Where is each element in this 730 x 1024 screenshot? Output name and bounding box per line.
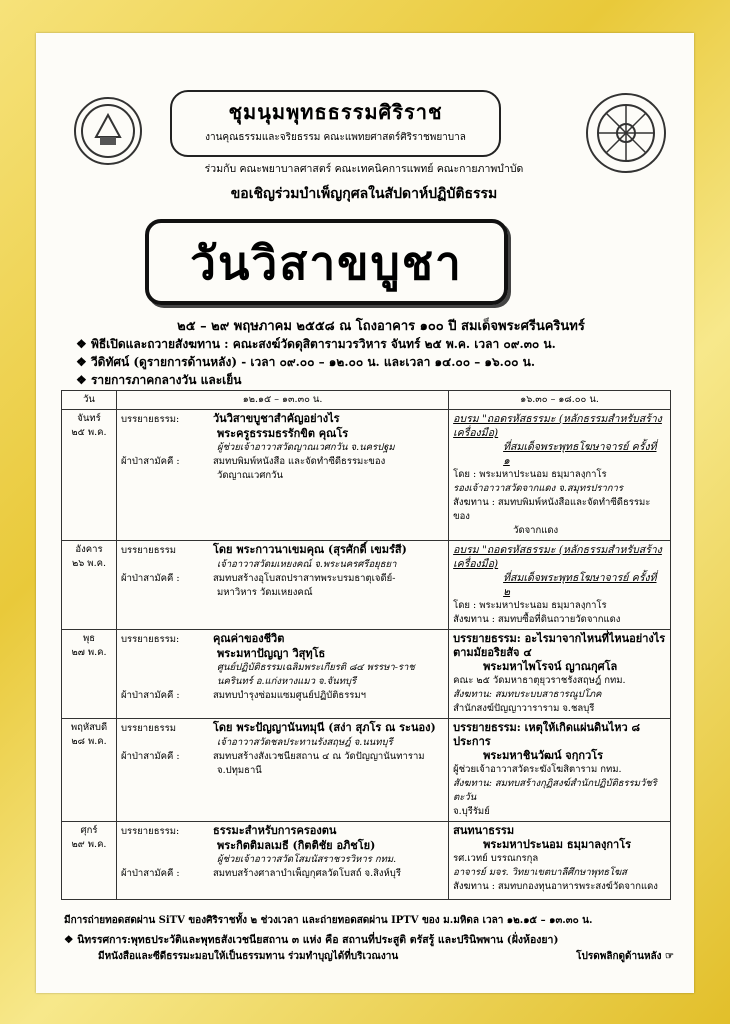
evening-cell (449, 719, 671, 822)
noon-offering-label: ผ้าป่าสามัคคี : (121, 456, 180, 467)
siriraj-logo-icon (74, 97, 142, 165)
dharma-wheel-logo-icon (586, 93, 666, 173)
noon-offering-cont: มหาวิหาร วัดมเหยงคณ์ (217, 587, 313, 598)
noon-speaker-title: ผู้ช่วยเจ้าอาวาสวัดญาณเวศกวัน จ.นครปฐม (217, 442, 395, 453)
noon-offering-cont: วัดญาณเวศกวัน (217, 470, 283, 481)
noon-topic-value: ธรรมะสำหรับการครองตน (213, 824, 337, 837)
day-cell (62, 410, 117, 541)
noon-offering-label: ผ้าป่าสามัคคี : (121, 690, 180, 701)
evening-topic: บรรยายธรรม: อะไรมาจากไหนที่ไหนอย่างไร ตามมัยอริยสัจ ๔ (453, 632, 666, 659)
footer-turn-page: โปรดพลิกดูด้านหลัง ☞ (576, 951, 674, 962)
noon-topic-value: คุณค่าของชีวิต (213, 632, 285, 645)
noon-cell (117, 410, 449, 541)
noon-topic-label: บรรยายธรรม: (121, 414, 180, 425)
noon-topic (121, 721, 444, 736)
partners-line: ร่วมกับ คณะพยาบาลศาสตร์ คณะเทคนิคการแพทย์ คณะกายภาพบำบัด (204, 163, 524, 175)
evening-line-2: ที่สมเด็จพระพุทธโฆษาจารย์ ครั้งที่ ๑ (503, 441, 657, 467)
evening-line-4: สังฆทาน: สมทบสร้างกุฏิสงฆ์สำนักปฏิบัติธรรมวัชริตะวัน (453, 778, 657, 803)
noon-cell (117, 719, 449, 822)
col-header-day: วัน (62, 391, 117, 410)
big-title-box (145, 219, 508, 305)
day-date: ๒๖ พ.ค. (72, 558, 106, 569)
noon-topic (121, 632, 444, 647)
evening-line-3: โดย : พระมหาประนอม ธมฺมาลงฺกาโร (453, 600, 607, 611)
invite-line: ขอเชิญร่วมบำเพ็ญกุศลในสัปดาห์ปฏิบัติธรรม (230, 186, 498, 202)
evening-line-4: สังฆทาน: สมทบระบบสาธารณูปโภค (453, 689, 602, 700)
col-header-evening: ๑๖.๓๐ – ๑๘.๐๐ น. (449, 391, 671, 410)
evening-line-5: สังฆทาน : สมทบพิมพ์หนังสือและจัดทำซีดีธรรมะของ (453, 497, 651, 522)
evening-line-3: รศ.เวทย์ บรรณกรกุล (453, 853, 539, 864)
day-cell (62, 822, 117, 900)
evening-line-4: รองเจ้าอาวาสวัดจากแดง จ.สมุทรปราการ (453, 483, 623, 494)
table-row (62, 630, 671, 719)
day-name: พฤหัสบดี (70, 722, 108, 733)
evening-line-4: อาจารย์ มจร. วิทยาเขตบาลีศึกษาพุทธโฆส (453, 867, 627, 878)
footer-broadcast: มีการถ่ายทอดสดผ่าน SiTV ของศิริราชทั้ง ๒ ช่วงเวลา และถ่ายทอดสดผ่าน IPTV ของ ม.มหิดล เวลา ๑๒.๑๕ – ๑๓.๓๐ น. (64, 915, 593, 926)
bullet-2: ❖ วีดิทัศน์ (ดูรายการด้านหลัง) - เวลา ๐๙.๐๐ – ๑๒.๐๐ น. และเวลา ๑๔.๐๐ – ๑๖.๐๐ น. (76, 355, 536, 369)
bullet-1: ❖ พิธีเปิดและถวายสังฆทาน : คณะสงฆ์วัดดุสิตารามวรวิหาร จันทร์ ๒๕ พ.ค. เวลา ๐๙.๓๐ น. (76, 337, 556, 351)
table-row (62, 410, 671, 541)
bullet-2-text: วีดิทัศน์ (ดูรายการด้านหลัง) - เวลา ๐๙.๐๐ – ๑๒.๐๐ น. และเวลา ๑๔.๐๐ – ๑๖.๐๐ น. (90, 355, 536, 369)
evening-cell (449, 630, 671, 719)
evening-cell (449, 410, 671, 541)
noon-speaker-title: ศูนย์ปฏิบัติธรรมเฉลิมพระเกียรติ ๘๔ พรรษา-ราชนครินทร์ อ.แก่งหางแมว จ.จันทบุรี (217, 662, 415, 687)
col-header-noon: ๑๒.๑๕ – ๑๓.๓๐ น. (117, 391, 449, 410)
noon-topic-value: โดย พระปัญญานันทมุนี (สง่า สุภโร ณ ระนอง) (213, 721, 436, 734)
bullet-3-text: รายการภาคกลางวัน และเย็น (90, 373, 242, 387)
date-place-line: ๒๕ – ๒๙ พฤษภาคม ๒๕๕๘ ณ โถงอาคาร ๑๐๐ ปี สมเด็จพระศรีนครินทร์ (177, 319, 585, 334)
noon-topic-label: บรรยายธรรม: (121, 826, 180, 837)
day-name: จันทร์ (77, 413, 101, 424)
day-date: ๒๘ พ.ค. (71, 736, 107, 747)
evening-line-2: พระมหาไพโรจน์ ญาณกุศโล (483, 660, 618, 673)
evening-line-5: สังฆทาน : สมทบซื้อที่ดินถวายวัดจากแดง (453, 614, 621, 625)
evening-line-6: วัดจากแดง (513, 525, 559, 536)
footer-exhibition-text: นิทรรศการ:พุทธประวัติและพุทธสังเวชนียสถาน ๓ แห่ง คือ สถานที่ประสูติ ตรัสรู้ และปรินิพพาน (ฝั่งห้องยา) (77, 934, 559, 946)
noon-offering (121, 867, 444, 881)
footer-exhibition: ❖ นิทรรศการ:พุทธประวัติและพุทธสังเวชนียสถาน ๓ แห่ง คือ สถานที่ประสูติ ตรัสรู้ และปรินิพพาน (ฝั่งห้องยา) (64, 934, 559, 946)
noon-offering-value: สมทบบำรุงซ่อมแซมศูนย์ปฏิบัติธรรมฯ (213, 690, 367, 701)
evening-line-5: จ.บุรีรัมย์ (453, 806, 490, 817)
day-name: ศุกร์ (80, 825, 98, 836)
table-header-row (62, 391, 671, 410)
day-name: อังคาร (75, 544, 103, 555)
evening-cell (449, 541, 671, 630)
schedule-table (61, 390, 671, 900)
noon-offering (121, 455, 444, 469)
day-cell (62, 541, 117, 630)
day-cell (62, 630, 117, 719)
evening-topic: สนทนาธรรม (453, 824, 515, 837)
noon-speaker: พระมหาปัญญา วิสุทฺโธ (217, 647, 326, 660)
noon-topic-label: บรรยายธรรม (121, 723, 176, 734)
evening-line-2: พระมหาประนอม ธมฺมาลงฺกาโร (483, 838, 632, 851)
noon-offering (121, 750, 444, 764)
day-cell (62, 719, 117, 822)
evening-line-3: คณะ ๒๕ วัดมหาธาตุยุวราชรังสฤษฎ์ กทม. (453, 675, 626, 686)
evening-line-3: โดย : พระมหาประนอม ธมฺมาลงฺกาโร (453, 469, 607, 480)
evening-line-2: ที่สมเด็จพระพุทธโฆษาจารย์ ครั้งที่ ๒ (503, 572, 657, 598)
noon-speaker-title: ผู้ช่วยเจ้าอาวาสวัดโสมนัสราชวรวิหาร กทม. (217, 854, 397, 865)
noon-offering (121, 689, 444, 703)
evening-line-3: ผู้ช่วยเจ้าอาวาสวัดระฆังโฆสิตาราม กทม. (453, 764, 622, 775)
bullet-3: ❖ รายการภาคกลางวัน และเย็น (76, 373, 242, 387)
evening-cell (449, 822, 671, 900)
table-row (62, 822, 671, 900)
noon-offering-value: สมทบพิมพ์หนังสือ และจัดทำซีดีธรรมะของ (213, 456, 386, 467)
noon-topic-label: บรรยายธรรม (121, 545, 176, 556)
big-title: วันวิสาขบูชา (190, 236, 463, 290)
noon-cell (117, 630, 449, 719)
page-subtitle: งานคุณธรรมและจริยธรรม คณะแพทยศาสตร์ศิริราชพยาบาล (205, 132, 466, 143)
noon-speaker-title: เจ้าอาวาสวัดมเหยงคณ์ จ.พระนครศรีอยุธยา (217, 559, 397, 570)
day-date: ๒๕ พ.ค. (71, 427, 107, 438)
noon-offering (121, 572, 444, 586)
page-title: ชุมนุมพุทธธรรมศิริราช (228, 100, 443, 124)
day-name: พุธ (82, 633, 96, 644)
noon-topic (121, 543, 444, 558)
noon-offering-value: สมทบสร้างสังเวชนียสถาน ๔ ณ วัดปัญญานันทาราม (213, 751, 425, 762)
noon-offering-label: ผ้าป่าสามัคคี : (121, 573, 180, 584)
evening-topic: อบรม "ถอดรหัสธรรมะ (หลักธรรมสำหรับสร้างเครื่องมือ) (453, 413, 662, 439)
footer-books: มีหนังสือและซีดีธรรมะมอบให้เป็นธรรมทาน ร่วมทำบุญได้ที่บริเวณงาน (98, 951, 399, 962)
noon-topic (121, 824, 444, 839)
poster-paper (36, 33, 694, 993)
day-date: ๒๙ พ.ค. (71, 839, 107, 850)
table-row (62, 541, 671, 630)
noon-speaker: พระกิตติมลเมธี (กิตติชัย อภิชโย) (217, 839, 376, 852)
evening-line-5: สำนักสงฆ์ปัญญาวาราราม จ.ชลบุรี (453, 703, 595, 714)
noon-cell (117, 541, 449, 630)
noon-topic-value: วันวิสาขบูชาสำคัญอย่างไร (213, 412, 340, 425)
noon-offering-value: สมทบสร้างอุโบสถปราสาทพระบรมธาตุเจดีย์- (213, 573, 396, 584)
noon-offering-label: ผ้าป่าสามัคคี : (121, 868, 180, 879)
noon-topic-value: โดย พระกาวนาเขมคุณ (สุรศักดิ์ เขมรํสี) (213, 543, 407, 556)
noon-offering-label: ผ้าป่าสามัคคี : (121, 751, 180, 762)
noon-offering-value: สมทบสร้างศาลาบำเพ็ญกุศลวัดโบสถ์ จ.สิงห์บุรี (213, 868, 401, 879)
header-title-box (170, 90, 501, 157)
noon-cell (117, 822, 449, 900)
noon-speaker: พระครูธรรมธรรักขิต คุณโร (217, 427, 349, 440)
noon-topic (121, 412, 444, 427)
day-date: ๒๗ พ.ค. (71, 647, 107, 658)
evening-topic: บรรยายธรรม: เหตุให้เกิดแผ่นดินไหว ๘ ประการ (453, 721, 640, 748)
noon-topic-label: บรรยายธรรม: (121, 634, 180, 645)
table-row (62, 719, 671, 822)
evening-line-5: สังฆทาน : สมทบกองทุนอาหารพระสงฆ์วัดจากแดง (453, 881, 658, 892)
evening-line-2: พระมหาชินวัฒน์ จกฺกวโร (483, 749, 604, 762)
evening-topic: อบรม "ถอดรหัสธรรมะ (หลักธรรมสำหรับสร้างเครื่องมือ) (453, 544, 662, 570)
noon-speaker-title: เจ้าอาวาสวัดชลประทานรังสฤษฎ์ จ.นนทบุรี (217, 737, 393, 748)
bullet-1-text: พิธีเปิดและถวายสังฆทาน : คณะสงฆ์วัดดุสิตารามวรวิหาร จันทร์ ๒๕ พ.ค. เวลา ๐๙.๓๐ น. (90, 337, 556, 351)
noon-offering-cont: จ.ปทุมธานี (217, 765, 262, 776)
